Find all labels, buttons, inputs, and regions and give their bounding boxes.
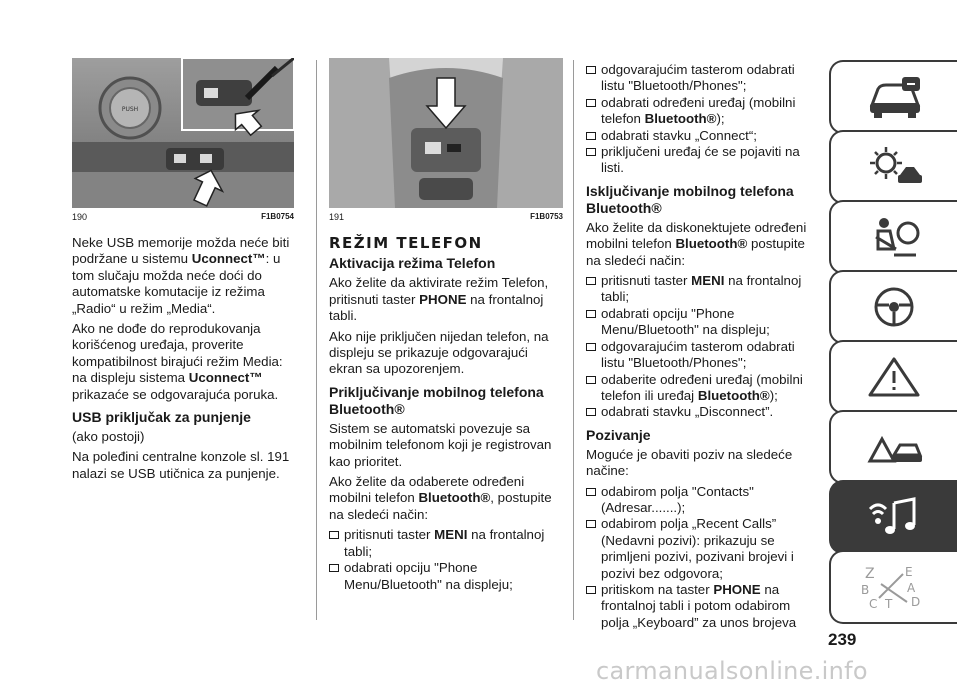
index-letter: B (861, 583, 870, 597)
checkbox-bullet-icon (586, 376, 596, 384)
index-letter: T (885, 597, 893, 611)
paragraph: Na poleđini centralne konzole sl. 191 nalazi se USB utičnica za punjenje. (72, 449, 290, 481)
tab-warning-lights[interactable] (829, 340, 957, 414)
list-item: pritisnuti taster MENI na frontalnoj tabli; (329, 527, 563, 560)
list-item: odabrati stavku „Connect“; (586, 128, 818, 144)
list-item: pritiskom na taster PHONE na frontalnoj tabli i potom odabirom polja „Keyboard” za unos brojeva (586, 582, 818, 631)
paragraph: (ako postoji) (72, 429, 145, 445)
column-3 (586, 62, 818, 631)
tab-starting-driving[interactable] (829, 270, 957, 344)
list-item: odabrati određeni uređaj (mobilni telefon Bluetooth®); (586, 95, 818, 128)
tab-lights[interactable] (829, 130, 957, 204)
section-heading: Isključivanje mobilnog telefona Bluetooth® (586, 182, 794, 216)
checkbox-bullet-icon (586, 520, 596, 528)
figure-caption (329, 211, 563, 223)
checkbox-bullet-icon (586, 66, 596, 74)
index-letter: A (907, 581, 916, 595)
column-divider (316, 60, 317, 620)
usb-console-illustration (72, 58, 294, 208)
figure-190 (72, 58, 294, 208)
index-letter: E (905, 565, 913, 579)
figure-code: F1B0754 (261, 212, 294, 221)
checkbox-bullet-icon (586, 488, 596, 496)
list-item: odgovarajućim tasterom odabrati listu "Bluetooth/Phones"; (586, 62, 818, 95)
figure-code: F1B0753 (530, 212, 563, 221)
steering-wheel-icon (864, 285, 924, 329)
checkbox-bullet-icon (586, 132, 596, 140)
checkbox-bullet-icon (329, 564, 339, 572)
checkbox-bullet-icon (586, 148, 596, 156)
index-letter: Z (865, 566, 875, 582)
column-1 (72, 58, 294, 486)
car-dashboard-icon (864, 75, 924, 119)
list-item: odaberite određeni uređaj (mobilni telefon ili uređaj Bluetooth®); (586, 372, 818, 405)
column-2 (329, 58, 563, 593)
list-item: odabirom polja "Contacts" (Adresar.......); (586, 484, 818, 517)
checkbox-bullet-icon (586, 310, 596, 318)
index-letter: D (911, 595, 921, 609)
list-item: pritisnuti taster MENI na frontalnoj tabli; (586, 273, 818, 306)
paragraph: Ako nije priključen nijedan telefon, na displeju se prikazuje odgovarajući ekran sa upozorenjem. (329, 328, 549, 377)
figure-191 (329, 58, 563, 208)
list-item: odabrati opciju "Phone Menu/Bluetooth" na displeju; (586, 306, 818, 339)
chapter-heading: REŽIM TELEFON (329, 234, 483, 252)
svg-text:PUSH: PUSH (121, 106, 139, 113)
section-heading: Aktivacija režima Telefon (329, 255, 496, 272)
paragraph: Sistem se automatski povezuje sa mobilnim telefonom koji je registrovan kao prioritet. (329, 420, 552, 469)
list-item: odabirom polja „Recent Calls” (Nedavni pozivi): prikazuju se primljeni pozivi, pozivani brojevi i pozivi bez odgovora; (586, 516, 818, 582)
paragraph: Moguće je obaviti poziv na sledeće načine: (586, 446, 793, 479)
checkbox-bullet-icon (586, 343, 596, 351)
list-item: odabrati opciju "Phone Menu/Bluetooth" na displeju; (329, 560, 563, 593)
multimedia-icon (864, 495, 924, 539)
paragraph: Ako želite da odaberete određeni mobilni telefon Bluetooth®, postupite na sledeći način: (329, 474, 552, 522)
tab-multimedia[interactable] (829, 480, 957, 554)
paragraph: Ako želite da diskonektujete određeni mobilni telefon Bluetooth® postupite na sledeći način: (586, 219, 807, 268)
index-letter: C (869, 597, 878, 611)
page-number: 239 (828, 630, 857, 649)
airbag-seat-icon (864, 215, 924, 259)
lights-icon (864, 145, 924, 189)
paragraph: Ako ne dođe do reprodukovanja korišćenog uređaja, proverite kompatibilnost birajući režim Media: na displeju sistema Uconnect™ prikazaće se odgovarajuća poruka. (72, 321, 283, 402)
figure-caption (72, 211, 294, 223)
tab-index[interactable] (829, 550, 957, 624)
tab-car-dashboard[interactable] (829, 60, 957, 134)
checkbox-bullet-icon (586, 586, 596, 594)
paragraph: Ako želite da aktivirate režim Telefon, pritisnuti taster PHONE na frontalnoj tabli. (329, 275, 549, 324)
checkbox-bullet-icon (586, 99, 596, 107)
index-icon (859, 562, 929, 612)
warning-triangle-icon (864, 355, 924, 399)
figure-number: 191 (329, 212, 345, 222)
checkbox-bullet-icon (329, 531, 339, 539)
column-divider (573, 60, 574, 620)
tab-emergency[interactable] (829, 410, 957, 484)
tab-safety[interactable] (829, 200, 957, 274)
section-heading: USB priključak za punjenje (72, 409, 251, 426)
paragraph: Neke USB memorije možda neće biti podržane u sistemu Uconnect™: u tom slučaju možda neće doći do automatske komutacije iz režima „Radio“ u režim „Media“. (72, 235, 290, 316)
checkbox-bullet-icon (586, 277, 596, 285)
list-item: priključeni uređaj će se pojaviti na listi. (586, 144, 818, 177)
section-heading: Pozivanje (586, 426, 651, 443)
list-item: odgovarajućim tasterom odabrati listu "Bluetooth/Phones"; (586, 339, 818, 372)
breakdown-icon (864, 425, 924, 469)
figure-number: 190 (72, 212, 88, 222)
rear-usb-illustration (329, 58, 563, 208)
watermark: carmanualsonline.info (596, 657, 868, 683)
checkbox-bullet-icon (586, 408, 596, 416)
section-heading: Priključivanje mobilnog telefona Bluetooth® (329, 383, 544, 417)
list-item: odabrati stavku „Disconnect”. (586, 404, 818, 420)
